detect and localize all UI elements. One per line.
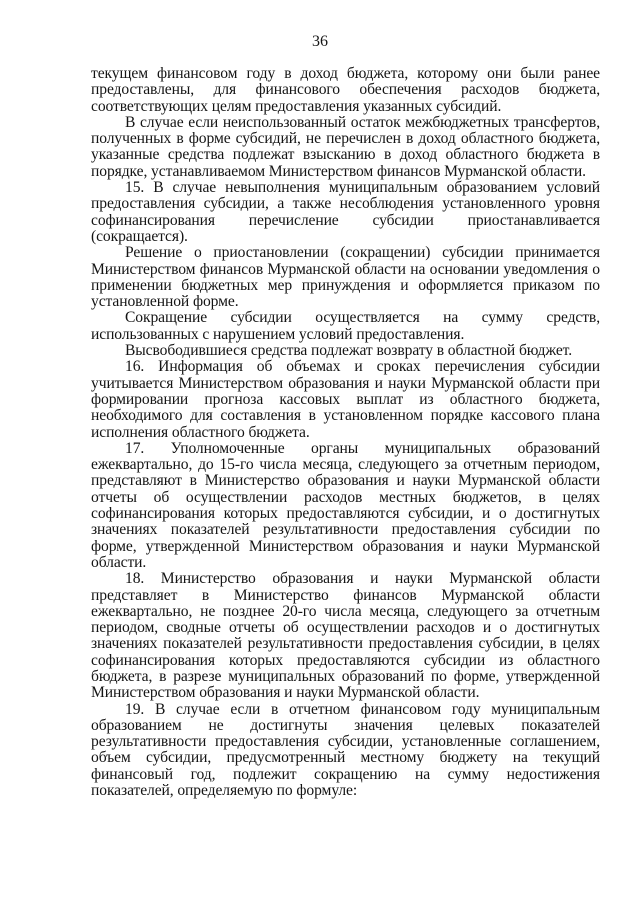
paragraph-item-19: 19. В случае если в отчетном финансовом году муниципальным образованием не достигнуты значения целевых показателей результативности предоставления субсидии, установленные соглашением, объем субсидии, предусмотренный местному бюджету на текущий финансовый год, подлежит сокращению на сумму недостижения показателей, определяемую по формуле:: [91, 700, 600, 800]
paragraph-item-16: 16. Информация об объемах и сроках перечисления субсидии учитывается Министерством образования и науки Мурманской области при формировании прогноза кассовых выплат из областного бюджета, необходимого для составления в установленном порядке кассового плана исполнения областного бюджета.: [91, 358, 600, 441]
paragraph-unused-balance: В случае если неиспользованный остаток межбюджетных трансфертов, полученных в форме субсидий, не перечислен в доход областного бюджета, указанные средства подлежат взысканию в доход областного бюджета в порядке, устанавливаемом Министерством финансов Мурманской области.: [91, 113, 600, 180]
paragraph-released-funds: Высвободившиеся средства подлежат возврату в областной бюджет.: [125, 342, 573, 360]
paragraph-suspension-decision: Решение о приостановлении (сокращении) субсидии принимается Министерством финансов Мурманской области на основании уведомления о применении бюджетных мер принуждения и оформляется приказом по установленной форме.: [91, 244, 600, 311]
page-number: 36: [312, 33, 328, 50]
paragraph-reduction: Сокращение субсидии осуществляется на сумму средств, использованных с нарушением условий предоставления.: [91, 309, 600, 343]
paragraph-item-17: 17. Уполномоченные органы муниципальных образований ежеквартально, до 15-го числа месяца, следующего за отчетным периодом, представляют в Министерство образования и науки Мурманской области отчеты об осуществлении расходов местных бюджетов, в целях софинансирования которых предоставляются субсидии, и о достигнутых значениях показателей результативности предоставления субсидии по форме, утвержденной Министерством образования и науки Мурманской области.: [91, 439, 600, 571]
paragraph-item-18: 18. Министерство образования и науки Мурманской области представляет в Министерство финансов Мурманской области ежеквартально, не позднее 20-го числа месяца, следующего за отчетным периодом, сводные отчеты об осуществлении расходов и о достигнутых значениях показателей результативности предоставления субсидии, в целях софинансирования которых предоставляются субсидии из областного бюджета, в разрезе муниципальных образований по форме, утвержденной Министерством образования и науки Мурманской области.: [91, 570, 600, 702]
paragraph-item-15: 15. В случае невыполнения муниципальным образованием условий предоставления субсидии, а также несоблюдения установленного уровня софинансирования перечисление субсидии приостанавливается (сокращается).: [91, 179, 600, 245]
paragraph-continuation: текущем финансовом году в доход бюджета, которому они были ранее предоставлены, для финансового обеспечения расходов бюджета, соответствующих целям предоставления указанных субсидий.: [91, 65, 600, 115]
document-body: [91, 66, 600, 799]
